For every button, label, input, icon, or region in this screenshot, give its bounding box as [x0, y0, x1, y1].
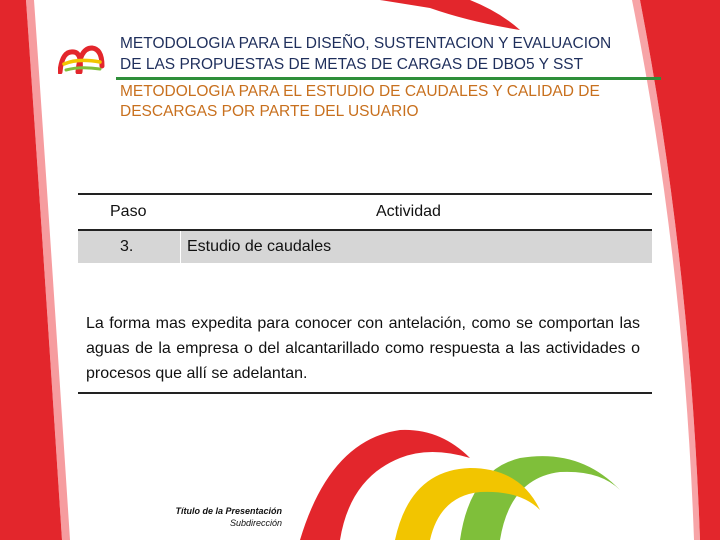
title-divider	[116, 77, 661, 80]
header-actividad: Actividad	[376, 203, 441, 220]
column-separator	[180, 231, 181, 263]
activity-table	[78, 193, 652, 263]
title-block	[120, 33, 665, 122]
top-red-swoosh	[380, 0, 520, 30]
header-paso: Paso	[110, 203, 147, 220]
bottom-green-swoosh	[460, 456, 620, 540]
footer-subtitle: Subdirección	[229, 518, 282, 528]
table-bottom-rule	[78, 392, 652, 394]
footer-title: Título de la Presentación	[175, 506, 282, 516]
row-activity: Estudio de caudales	[187, 238, 332, 255]
title-line-1: METODOLOGIA PARA EL DISEÑO, SUSTENTACION Y EVALUACION	[120, 35, 612, 52]
table-row	[78, 231, 652, 263]
table-header	[78, 195, 652, 229]
organization-logo	[58, 42, 106, 74]
subtitle: METODOLOGIA PARA EL ESTUDIO DE CAUDALES Y CALIDAD DE DESCARGAS POR PARTE DEL USUARIO	[120, 83, 600, 120]
title-line-2: DE LAS PROPUESTAS DE METAS DE CARGAS DE DBO5 Y SST	[120, 56, 584, 73]
row-step: 3.	[120, 238, 134, 255]
left-red-band	[0, 0, 62, 540]
description-text: La forma mas expedita para conocer con antelación, como se comportan las aguas de la empresa o del alcantarillado como respuesta a las actividades o procesos que allí se adelantan.	[86, 315, 640, 382]
footer	[120, 505, 282, 529]
